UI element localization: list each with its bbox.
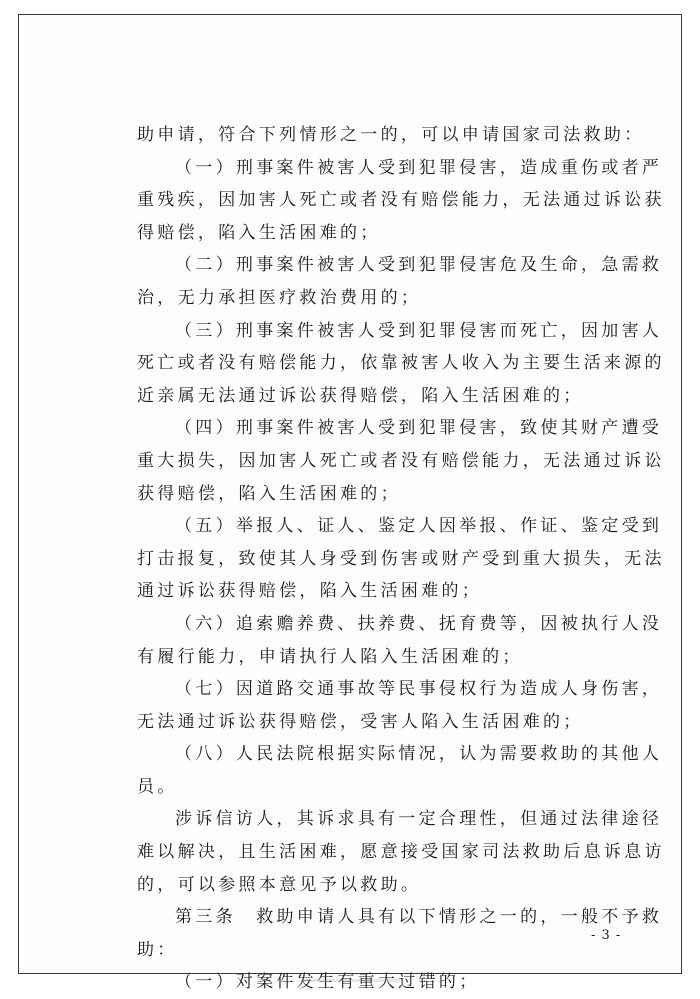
text-line: 难以解决，且生活困难，愿意接受国家司法救助后息诉息访 <box>137 842 665 863</box>
page-frame <box>18 14 682 993</box>
scan-artifact <box>300 977 400 985</box>
text-line: （三）刑事案件被害人受到犯罪侵害而死亡，因加害人 <box>175 320 663 341</box>
text-line: 有履行能力，申请执行人陷入生活困难的； <box>137 646 523 667</box>
text-line: 通过诉讼获得赔偿，陷入生活困难的； <box>137 581 483 602</box>
text-line: 第三条 救助申请人具有以下情形之一的，一般不予救 <box>175 907 663 928</box>
text-line: 无法通过诉讼获得赔偿，受害人陷入生活困难的； <box>137 711 584 732</box>
text-line: 近亲属无法通过诉讼获得赔偿，陷入生活困难的； <box>137 385 584 406</box>
text-line: 重残疾，因加害人死亡或者没有赔偿能力，无法通过诉讼获 <box>137 190 665 211</box>
text-line: 治，无力承担医疗救治费用的； <box>137 287 422 308</box>
text-line: （一）刑事案件被害人受到犯罪侵害，造成重伤或者严 <box>175 157 663 178</box>
text-line: 的，可以参照本意见予以救助。 <box>137 874 422 895</box>
text-line: 打击报复，致使其人身受到伤害或财产受到重大损失，无法 <box>137 548 665 569</box>
text-line: 助： <box>137 939 178 960</box>
text-line: （七）因道路交通事故等民事侵权行为造成人身伤害， <box>175 679 663 700</box>
text-line: 助申请，符合下列情形之一的，可以申请国家司法救助： <box>137 125 645 145</box>
text-line: （八）人民法院根据实际情况，认为需要救助的其他人 <box>175 744 663 765</box>
text-line: 员。 <box>137 776 178 797</box>
text-line: 重大损失，因加害人死亡或者没有赔偿能力，无法通过诉讼 <box>137 450 665 471</box>
text-line: （一）对案件发生有重大过错的； <box>175 972 480 993</box>
text-line: 死亡或者没有赔偿能力，依靠被害人收入为主要生活来源的 <box>137 353 665 374</box>
document-body <box>137 119 665 999</box>
page-number: - 3 - <box>591 928 622 943</box>
text-line: （四）刑事案件被害人受到犯罪侵害，致使其财产遭受 <box>175 418 663 439</box>
text-line: 获得赔偿，陷入生活困难的； <box>137 483 401 504</box>
text-line: （五）举报人、证人、鉴定人因举报、作证、鉴定受到 <box>175 516 663 537</box>
text-line: 得赔偿，陷入生活困难的； <box>137 222 381 243</box>
text-line: （六）追索赡养费、扶养费、抚育费等，因被执行人没 <box>175 613 663 634</box>
text-line: 涉诉信访人，其诉求具有一定合理性，但通过法律途径 <box>175 809 663 830</box>
text-line: （二）刑事案件被害人受到犯罪侵害危及生命，急需救 <box>175 255 663 276</box>
